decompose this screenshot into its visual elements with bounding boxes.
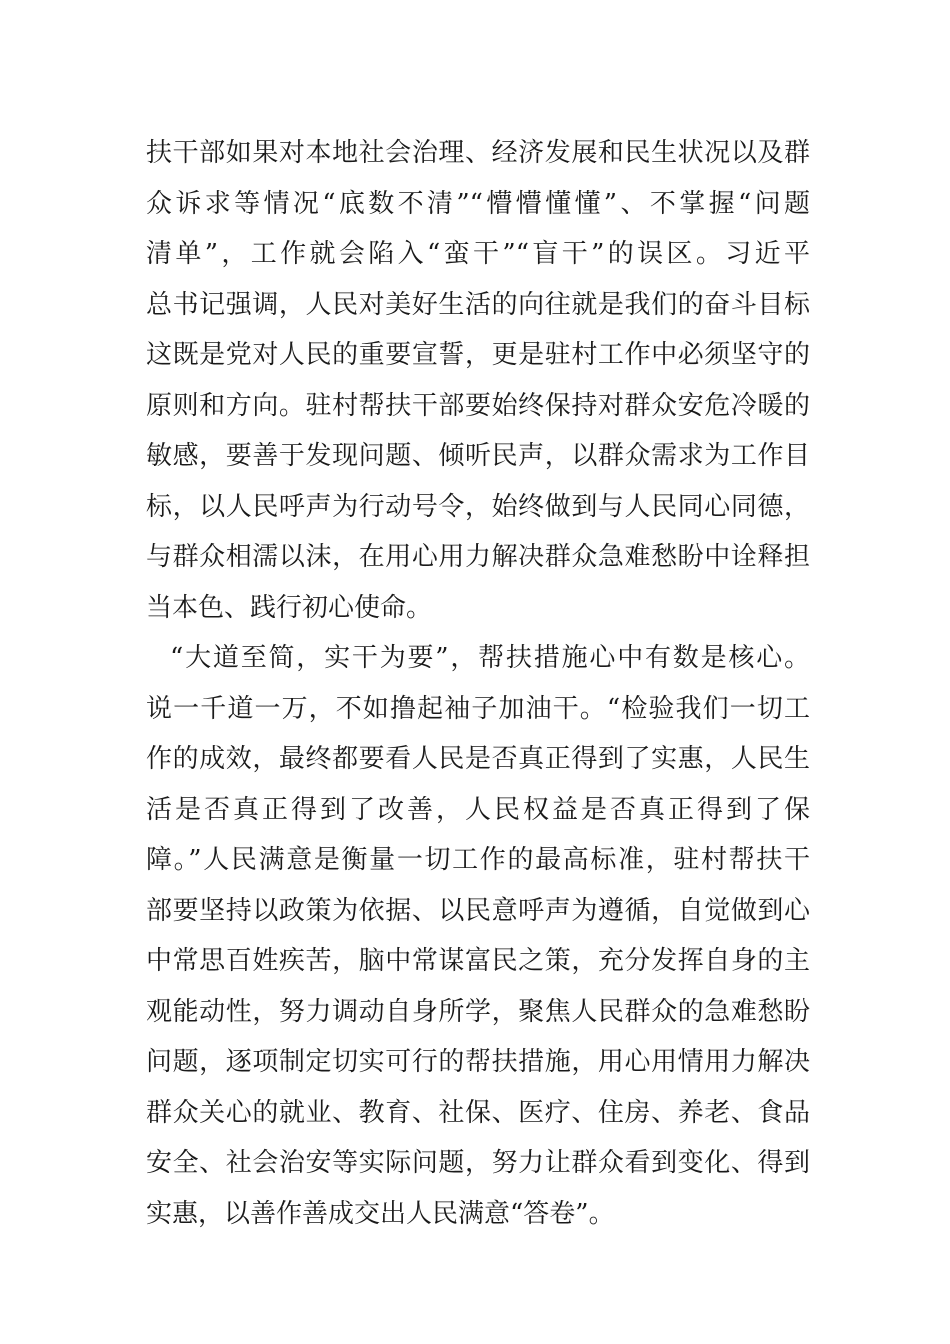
paragraph-1 xyxy=(146,128,810,633)
text-line: 群众关心的就业、教育、社保、医疗、住房、养老、食品 xyxy=(146,1097,810,1128)
text-line: 部要坚持以政策为依据、以民意呼声为遵循，自觉做到心 xyxy=(146,895,810,926)
text-line: “大道至简，实干为要”，帮扶措施心中有数是核心。 xyxy=(170,643,810,673)
text-line: 这既是党对人民的重要宣誓，更是驻村工作中必须坚守的 xyxy=(146,340,810,370)
text-line: 当本色、践行初心使命。 xyxy=(146,592,433,623)
paragraph-2 xyxy=(146,633,810,1239)
text-line: 清单”，工作就会陷入“蛮干”“盲干”的误区。习近平 xyxy=(146,239,810,269)
text-line: 标，以人民呼声为行动号令，始终做到与人民同心同德， xyxy=(146,491,810,522)
text-line: 作的成效，最终都要看人民是否真正得到了实惠，人民生 xyxy=(146,744,810,774)
body-text xyxy=(146,128,810,1239)
text-line: 中常思百姓疾苦，脑中常谋富民之策，充分发挥自身的主 xyxy=(146,946,810,976)
text-line: 问题，逐项制定切实可行的帮扶措施，用心用情用力解决 xyxy=(146,1047,810,1077)
text-line: 说一千道一万，不如撸起袖子加油干。“检验我们一切工 xyxy=(146,693,810,724)
text-line: 众诉求等情况“底数不清”“懵懵懂懂”、不掌握“问题 xyxy=(146,188,810,219)
text-line: 活是否真正得到了改善，人民权益是否真正得到了保 xyxy=(146,794,810,825)
text-line: 实惠，以善作善成交出人民满意“答卷”。 xyxy=(146,1198,615,1229)
text-line: 障。”人民满意是衡量一切工作的最高标准，驻村帮扶干 xyxy=(146,845,810,875)
text-line: 敏感，要善于发现问题、倾听民声，以群众需求为工作目 xyxy=(146,441,810,471)
text-line: 扶干部如果对本地社会治理、经济发展和民生状况以及群 xyxy=(146,138,810,168)
text-line: 安全、社会治安等实际问题，努力让群众看到变化、得到 xyxy=(146,1148,810,1178)
text-line: 总书记强调，人民对美好生活的向往就是我们的奋斗目标 xyxy=(146,289,810,320)
text-line: 观能动性，努力调动自身所学，聚焦人民群众的急难愁盼 xyxy=(146,996,810,1027)
text-line: 与群众相濡以沫，在用心用力解决群众急难愁盼中诠释担 xyxy=(146,542,810,572)
text-line: 原则和方向。驻村帮扶干部要始终保持对群众安危冷暖的 xyxy=(146,390,810,421)
